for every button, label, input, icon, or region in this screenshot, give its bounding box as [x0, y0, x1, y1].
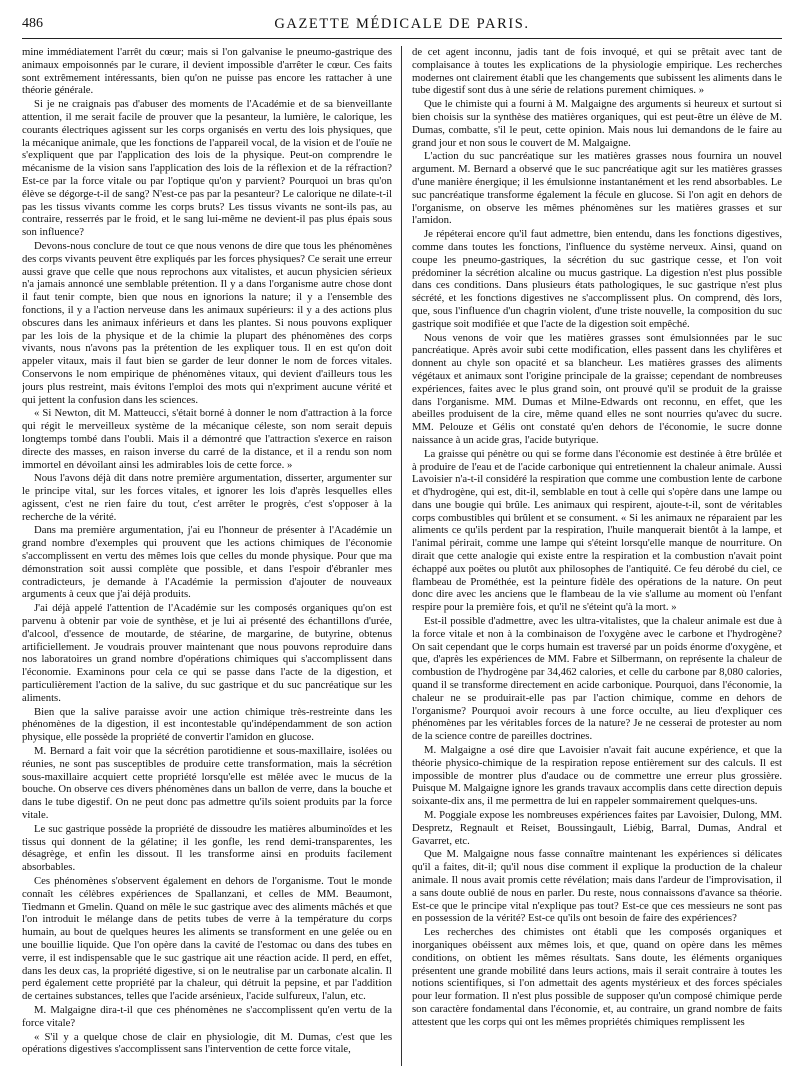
paragraph: mine immédiatement l'arrêt du cœur; mais si l'on galvanise le pneumo-gastrique des animaux empoisonnés par le curare, il devient impossible d'arrêter le cœur. Ces faits sont extrêmement intéressants, bien qu'on ne puisse pas encore les rattacher à une théorie générale.	[22, 46, 392, 97]
paragraph: J'ai déjà appelé l'attention de l'Académie sur les composés organiques qu'on est parvenu à obtenir par voie de synthèse, et je lui ai présenté des échantillons d'urée, d'alcool, d'essence de moutarde, de stéarine, de margarine, de butyrine, obtenus artificiellement. Je voudrais prouver maintenant que nous pouvons reproduire dans nos laboratoires un grand nombre d'opérations chimiques qui s'accomplissent dans l'économie. Examinons pour cela ce qui se passe dans l'acte de la digestion, et particulièrement l'action de la salive, du suc gastrique et du suc pancréatique sur les aliments.	[22, 602, 392, 704]
paragraph: Je répéterai encore qu'il faut admettre, bien entendu, dans les fonctions digestives, comme dans toutes les fonctions, l'influence du système nerveux. Ainsi, quand on coupe les pneumo-gastriques, la sécrétion du suc gastrique cesse, et l'on voit prédominer la sécrétion alcaline ou mucus gastrique. La digestion n'est plus possible dans ces conditions. Dans plusieurs états pathologiques, le suc gastrique n'est plus sécrété, et les fonctions digestives ne s'accomplissent plus. On comprend, dès lors, que, sous l'influence d'un chagrin violent, d'une triste nouvelle, la composition du suc gastrique soit modifiée et que l'acte de la digestion soit empêché.	[412, 228, 782, 330]
paragraph: Les recherches des chimistes ont établi que les composés organiques et inorganiques obéissent aux mêmes lois, et que, quand on opère dans les mêmes conditions, on obtient les mêmes résultats. Sans doute, les éléments organiques présentent une grande mobilité dans leurs actions, mais il serait contraire à toutes les notions scientifiques, si l'on admettait des agents mystérieux et des forces spéciales pour leur formation. Il n'est plus possible de supposer qu'un composé chimique perde son caractère fondamental dans l'économie, et, au contraire, un grand nombre de faits attestent que les corps qui ont les mêmes propriétés chimiques remplissent les	[412, 926, 782, 1028]
paragraph: Devons-nous conclure de tout ce que nous venons de dire que tous les phénomènes des corps vivants peuvent être expliqués par les forces physiques? Ce serait une erreur aussi grave que celle que nous reprochons aux vitalistes, et aucun physicien sérieux n'a jamais annoncé une semblable prétention. Il y a dans l'organisme autre chose dont il faut tenir compte, bien que nous en ignorions la nature; il y a l'ensemble des fonctions, il y a l'action nerveuse dans les animaux supérieurs: il y a des actions plus obscures dans les animaux inférieurs et dans les plantes. Si nous pouvons expliquer par les lois de la physique et de la chimie la plupart des phénomènes des corps vivants, nous n'avons pas la prétention de les expliquer tous. Il en est qu'on doit appeler vitaux, mais il faut bien se garder de leur donner le nom de forces vitales. Conservons le nom empirique de phénomènes vitaux, qui devient d'ailleurs tous les jours plus restreint, mais évitons l'emploi des mots qui n'expriment aucune vérité et qui jettent la confusion dans les sciences.	[22, 239, 392, 406]
left-column	[22, 46, 392, 1066]
paragraph: M. Malgaigne dira-t-il que ces phénomènes ne s'accomplissent qu'en vertu de la force vitale?	[22, 1003, 392, 1029]
paragraph: Que le chimiste qui a fourni à M. Malgaigne des arguments si heureux et surtout si bien choisis sur la synthèse des matières organiques, qui est peut-être un élève de M. Dumas, combatte, s'il le peut, cette opinion. Mais nous lui demandons de le faire au grand jour et non sous le couvert de M. Malgaigne.	[412, 98, 782, 149]
paragraph: Est-il possible d'admettre, avec les ultra-vitalistes, que la chaleur animale est due à la force vitale et non à la combinaison de l'oxygène avec le carbone et l'hydrogène? On sait cependant que le corps humain est traversé par un poids énorme d'oxygène, et que, d'après les expériences de MM. Fabre et Silbermann, on représente la chaleur de combustion de l'hydrogène par 34,462 calories, et celle du carbone par 8,080 calories, quand il se transforme directement en acide carbonique. Pourquoi, dans l'économie, la chaleur ne se produirait-elle pas par l'action chimique, comme en dehors de l'organisme? Pourquoi avoir recours à une force occulte, au lieu d'expliquer ces phénomènes par les véritables forces de la nature? Je ne cesserai de protester au nom de la science contre de pareilles doctrines.	[412, 615, 782, 743]
paragraph: Le suc gastrique possède la propriété de dissoudre les matières albuminoïdes et les tissus qui donnent de la gélatine; il les gonfle, les rend demi-transparentes, les désagrège, et enfin les dissout. Il les transforme ainsi en produits facilement absorbables.	[22, 822, 392, 874]
paragraph: Si je ne craignais pas d'abuser des moments de l'Académie et de sa bienveillante attention, il me serait facile de prouver que la pesanteur, la lumière, le calorique, les courants électriques agissent sur les corps organisés en vertu des lois physiques, que la mécanique animale, que les fonctions de l'appareil vocal, de la vision et de l'ouïe ne s'expliquent que par l'application des lois de la physique. Peut-on comprendre le mécanisme de la vision sans l'application des lois de la réflexion et de la réfraction? Est-ce par la force vitale ou par l'optique qu'on y parvient? Pourquoi un bras qu'on élève se dégorge-t-il de sang? N'est-ce pas par la pesanteur? Le calorique ne dilate-t-il pas les tissus vivants comme les corps bruts? Les tissus vivants ne sont-ils pas, au contraire, resserrés par le froid, et le sang lui-même ne devient-il pas plus épais sous son influence?	[22, 98, 392, 239]
right-column	[412, 46, 782, 1066]
paragraph: de cet agent inconnu, jadis tant de fois invoqué, et qui se prêtait avec tant de complaisance à toutes les explications de la physiologie empirique. Les recherches modernes ont clairement établi que les changements que subissent les aliments dans le tube digestif sont dus à une série de relations purement chimiques. »	[412, 46, 782, 97]
page-number: 486	[22, 16, 43, 31]
journal-title: GAZETTE MÉDICALE DE PARIS.	[274, 16, 530, 32]
paragraph: M. Bernard a fait voir que la sécrétion parotidienne et sous-maxillaire, isolées ou réunies, ne sont pas susceptibles de produire cette transformation, mais la sécrétion sous-maxillaire acquiert cette propriété lorsqu'elle est mêlée avec le mucus de la bouche. On observe ces divers phénomènes dans un ballon de verre, dans la bouche et dans le tube digestif. On ne peut donc pas admettre qu'ils soient produits par la force vitale.	[22, 745, 392, 822]
paragraph: Nous l'avons déjà dit dans notre première argumentation, disserter, argumenter sur le principe vital, sur les forces vitales, et ignorer les lois d'après lesquelles elles agissent, c'est ne rien faire du tout, c'est arrêter le progrès, c'est s'opposer à la recherche de la vérité.	[22, 472, 392, 523]
paragraph: Ces phénomènes s'observent également en dehors de l'organisme. Tout le monde connaît les célèbres expériences de Spallanzani, et celles de MM. Beaumont, Tiedmann et Gmelin. Quand on mêle le suc gastrique avec des aliments mâchés et que l'on introduit le mélange dans de petits tubes de verre à la température du corps humain, au bout de quelques heures les aliments se transforment en une gelée ou en une bouillie liquide. Que l'on opère dans la cavité de l'estomac ou dans des tubes en verre, il est indispensable que le suc gastrique ait une réaction acide. Il perd, en effet, dans les deux cas, la propriété digestive, si on le neutralise par un carbonate alcalin. Il perd également cette propriété par la chaleur, qui détruit la pepsine, et par l'addition de certaines substances, telles que l'acide arsénieux, l'acide sulfureux, l'alun, etc.	[22, 875, 392, 1003]
paragraph: M. Malgaigne a osé dire que Lavoisier n'avait fait aucune expérience, et que la théorie physico-chimique de la respiration repose entièrement sur des calculs. Il est impossible de montrer plus d'audace ou de commettre une erreur plus grossière. Puisque M. Malgaigne ignore les grands travaux accomplis dans cette direction depuis soixante-dix ans, il me permettra de lui en rappeler sommairement quelques-uns.	[412, 744, 782, 808]
page-header	[22, 14, 782, 39]
column-divider	[401, 46, 402, 1066]
paragraph: Nous venons de voir que les matières grasses sont émulsionnées par le suc pancréatique. Après avoir subi cette modification, elles passent dans les chylifères et donnent au chyle son opacité et sa blancheur. Les matières grasses des aliments végétaux et animaux sont l'origine principale de la graisse; cependant de nombreuses expériences, faites avec le plus grand soin, ont prouvé qu'il se produit de la graisse dans l'organisme. MM. Dumas et Milne-Edwards ont reconnu, en effet, que les abeilles produisent de la cire, même quand elles ne sont nourries qu'avec du sucre. MM. Pelouze et Gélis ont constaté qu'en dehors de l'économie, le sucre donne naissance à un acide gras, l'acide butyrique.	[412, 331, 782, 446]
paragraph: Que M. Malgaigne nous fasse connaître maintenant les expériences si délicates qu'il a faites, dit-il; qu'il nous dise comment il explique la production de la chaleur animale. Il nous avait promis cette révélation; mais dans l'ardeur de l'improvisation, il a sans doute oublié de nous en parler. Du reste, nous connaissons d'avance sa théorie. Est-ce que le principe vital n'explique pas tout? Est-ce que ces messieurs ne sont pas en possession de la vérité? Est-ce qu'ils ont besoin de faire des expériences?	[412, 848, 782, 925]
paragraph: Dans ma première argumentation, j'ai eu l'honneur de présenter à l'Académie un grand nombre d'exemples qui prouvent que les actions chimiques de l'économie s'accomplissent en vertu des mêmes lois que celles du monde physique. Pour que ma démonstration soit aussi complète que possible, et dans l'espoir d'ébranler mes contradicteurs, je demande à l'Académie la permission d'ajouter de nouveaux arguments à ceux que j'ai déjà produits.	[22, 524, 392, 601]
paragraph: « Si Newton, dit M. Matteucci, s'était borné à donner le nom d'attraction à la force qui régit le merveilleux système de la mécanique céleste, son nom serait depuis longtemps tombé dans l'oubli. Mais il a démontré que l'attraction s'exerce en raison directe des masses, en raison inverse du carré de la distance, et il a rendu son nom immortel en dévoilant ainsi les admirables lois de cette force. »	[22, 407, 392, 471]
paragraph: La graisse qui pénètre ou qui se forme dans l'économie est destinée à être brûlée et à produire de l'eau et de l'acide carbonique qui entretiennent la chaleur animale. Aussi Lavoisier n'a-t-il considéré la respiration que comme une combustion lente de carbone et d'hydrogène, qui est, dit-il, semblable en tout à celle qui s'opère dans une lampe ou dans une bougie qui brûle. Les animaux qui respirent, ajoute-t-il, sont de véritables corps combustibles qui brûlent et se consument. « Si les animaux ne réparaient par les aliments ce qu'ils perdent par la respiration, l'huile manquerait bientôt à la lampe, et l'animal périrait, comme une lampe qui s'éteint lorsqu'elle manque de nourriture. On dirait que cette analogie qui existe entre la respiration et la combustion n'avait point échappé aux poëtes ou plutôt aux philosophes de l'antiquité. Ce feu dérobé du ciel, ce flambeau de Prométhée, est la peinture fidèle des opérations de la nature. On peut donc dire avec les anciens que le flambeau de la vie s'allume au moment où l'enfant respire pour la première fois, et qu'il ne s'éteint qu'à la mort. »	[412, 447, 782, 614]
text-columns	[22, 46, 782, 1070]
paragraph: M. Poggiale expose les nombreuses expériences faites par Lavoisier, Dulong, MM. Despretz, Regnault et Reiset, Boussingault, Liébig, Barral, Dumas, Andral et Gavarret, etc.	[412, 809, 782, 847]
newspaper-page	[22, 14, 782, 1070]
paragraph: « S'il y a quelque chose de clair en physiologie, dit M. Dumas, c'est que les opérations digestives s'accomplissent sans l'intervention de cette force vitale,	[22, 1030, 392, 1056]
paragraph: L'action du suc pancréatique sur les matières grasses nous fournira un nouvel argument. M. Bernard a observé que le suc pancréatique agit sur les matières grasses d'une manière énergique; il les émulsionne instantanément et les rend absorbables. Le suc pancréatique transforme également la fécule en glucose. Si l'on agit en dehors de l'organisme, on observe les mêmes phénomènes sur les matières grasses et sur l'amidon.	[412, 150, 782, 227]
paragraph: Bien que la salive paraisse avoir une action chimique très-restreinte dans les phénomènes de la digestion, il est incontestable qu'indépendamment de son action physique, elle possède la propriété de convertir l'amidon en glucose.	[22, 705, 392, 744]
